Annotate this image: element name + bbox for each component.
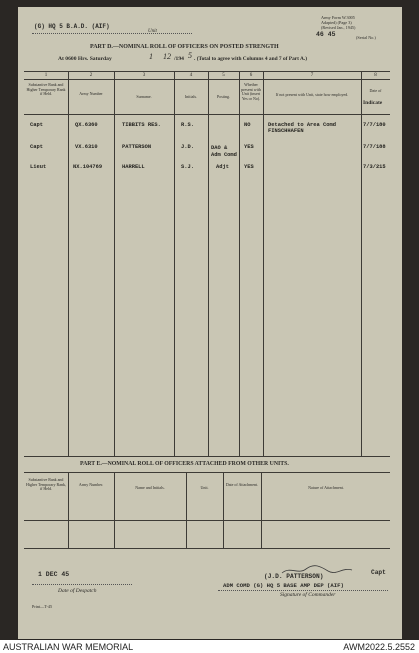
col-number: 6: [249, 73, 253, 78]
despatch-caption: Date of Despatch: [58, 588, 97, 594]
serial-typed: 46 45: [316, 31, 336, 38]
col-header-employed: If not present with Unit, state how employed.: [275, 92, 349, 97]
col-divider: [263, 71, 264, 457]
col-divider: [68, 71, 69, 457]
col-number: 2: [89, 73, 93, 78]
header-bottom-rule: [24, 114, 390, 115]
unit-caption: Unit: [148, 29, 157, 34]
cell-employed: Detached to Area Comd FINSCHHAFEN: [268, 122, 336, 135]
col-divider: [114, 472, 115, 549]
serial-caption: (Serial No.): [356, 35, 376, 40]
cell-number: NX.104769: [73, 164, 103, 170]
print-ref: Print—T-45: [32, 604, 53, 609]
credit-right: AWM2022.5.2552: [343, 642, 415, 652]
col-header-initials: Initials.: [184, 94, 198, 99]
despatch-dotted-line: [32, 584, 132, 585]
col-divider: [114, 71, 115, 457]
col-number: 3: [142, 73, 146, 78]
e-header-rank: Substantive Rank and Higher Temporary Rank, if Held.: [26, 477, 66, 492]
e-header-name: Name and Initials.: [135, 485, 165, 490]
cell-surname: TIBBITS RES.: [122, 122, 161, 128]
at-prefix: At 0600 Hrs. Saturday: [58, 56, 112, 62]
col-header-rank: Substantive Rank and Higher Temporary Rank if Held.: [26, 82, 66, 97]
table-bottom-rule: [24, 456, 390, 457]
col-header-army-number: Army Number: [79, 91, 103, 96]
part-d-title: PART D.—NOMINAL ROLL OF OFFICERS ON POSTED STRENGTH: [90, 44, 279, 50]
e-header-unit: Unit.: [200, 485, 209, 490]
signature-typed: (J.D. PATTERSON): [264, 573, 324, 580]
col-divider: [361, 71, 362, 457]
cell-initials: J.D.: [181, 144, 194, 150]
adm-line: ADM COMD (G) HQ 5 BASE AMP DEP (AIF): [223, 582, 344, 589]
col-number-rule: [24, 79, 390, 80]
unit-dotted-line: [32, 33, 192, 34]
despatch-typed: 1 DEC 45: [38, 571, 70, 578]
col-header-posting: Posting.: [216, 94, 230, 99]
cell-number: VX.6310: [75, 144, 98, 150]
cell-posting: DAO & Adm Comd: [211, 145, 237, 158]
form-line-2: Adapted) (Page 3): [321, 20, 352, 25]
col-header-date: Date of: [369, 88, 382, 93]
form-line-1: Army Form W.3005: [321, 15, 355, 20]
col-header-present: Whether present with Unit (insert Yes or No).: [241, 82, 261, 101]
credit-left: AUSTRALIAN WAR MEMORIAL: [3, 642, 134, 652]
col-divider: [239, 71, 240, 457]
at-suffix: . (Total to agree with Columns 4 and 7 of Part A.): [194, 56, 308, 62]
cell-rank: Lieut: [30, 164, 47, 170]
part-e-top-rule: [24, 472, 390, 473]
form-line-3: (Revised Jan., 1945): [321, 25, 356, 30]
cell-date: 7/7/180: [363, 122, 386, 128]
cell-date: 7/3/215: [363, 164, 386, 170]
cell-initials: R.S.: [181, 122, 194, 128]
date-month: 12: [163, 52, 171, 61]
col-divider: [208, 71, 209, 457]
part-e-bottom-rule: [24, 548, 390, 549]
cell-present: YES: [244, 164, 254, 170]
cell-posting: Adjt: [216, 164, 229, 170]
col-number: 1: [44, 73, 48, 78]
credit-bar: [0, 640, 419, 653]
date-day: 1: [149, 52, 153, 61]
col-divider: [174, 71, 175, 457]
col8-stamp: Indicate: [363, 100, 383, 106]
cell-surname: HARRELL: [122, 164, 145, 170]
cell-rank: Capt: [30, 122, 43, 128]
cell-number: QX.6360: [75, 122, 98, 128]
col-header-surname: Surname.: [136, 94, 152, 99]
e-header-date: Date of Attachment.: [225, 482, 259, 487]
signature-caption: Signature of Commander: [280, 592, 336, 598]
col-number: 4: [189, 73, 193, 78]
col-number: 8: [374, 73, 377, 78]
cell-present: NO: [244, 122, 251, 128]
cell-rank: Capt: [30, 144, 43, 150]
unit-typed: (G) HQ 5 B.A.D. (AIF): [34, 23, 110, 30]
part-e-title: PART E.—NOMINAL ROLL OF OFFICERS ATTACHED FROM OTHER UNITS.: [80, 461, 289, 467]
date-year-prefix: /194: [174, 56, 184, 62]
col-number: 5: [222, 73, 225, 78]
e-header-number: Army Number.: [78, 482, 104, 487]
col-divider: [186, 472, 187, 549]
cell-initials: S.J.: [181, 164, 194, 170]
col-number: 7: [310, 73, 314, 78]
cell-date: 7/7/188: [363, 144, 386, 150]
part-e-row-rule: [24, 520, 390, 521]
rank-typed: Capt: [371, 569, 386, 576]
table-top-rule: [24, 71, 390, 72]
cell-surname: PATTERSON: [122, 144, 152, 150]
e-header-nature: Nature of Attachment.: [308, 485, 344, 490]
document-sheet: [18, 7, 402, 639]
date-year-hand: 5: [188, 51, 192, 60]
cell-present: YES: [244, 144, 254, 150]
col-divider: [261, 472, 262, 549]
signature-dotted-line: [218, 590, 388, 591]
